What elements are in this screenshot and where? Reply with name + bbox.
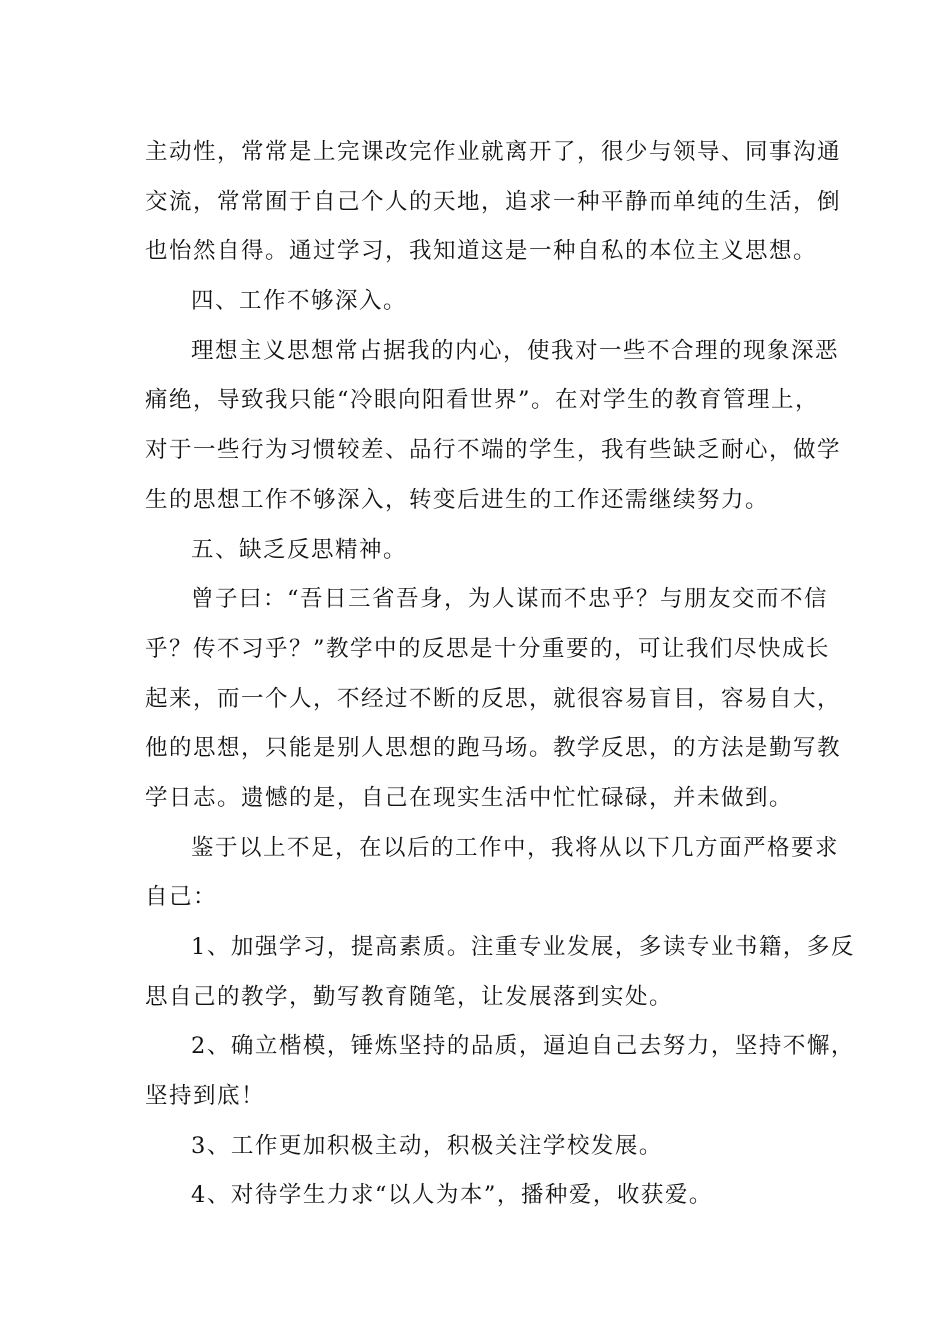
text-line: 坚持到底！ [145, 1083, 266, 1110]
text-line: 对于一些行为习惯较差、品行不端的学生，我有些缺乏耐心，做学 [145, 437, 842, 464]
text-line: 曾子曰：“吾日三省吾身，为人谋而不忠乎？与朋友交而不信 [191, 586, 829, 613]
text-line: 4、对待学生力求“以人为本”，播种爱，收获爱。 [191, 1182, 713, 1209]
text-line: 也怡然自得。通过学习，我知道这是一种自私的本位主义思想。 [145, 238, 818, 265]
text-line: 五、缺乏反思精神。 [191, 536, 408, 563]
text-line: 交流，常常囿于自己个人的天地，追求一种平静而单纯的生活，倒 [145, 188, 842, 215]
text-line: 主动性，常常是上完课改完作业就离开了，很少与领导、同事沟通 [145, 139, 842, 165]
text-line: 1、加强学习，提高素质。注重专业发展，多读专业书籍，多反 [191, 934, 855, 960]
text-line: 痛绝，导致我只能“冷眼向阳看世界”。在对学生的教育管理上， [145, 387, 820, 414]
text-line: 他的思想，只能是别人思想的跑马场。教学反思，的方法是勤写教 [145, 735, 842, 762]
text-line: 理想主义思想常占据我的内心，使我对一些不合理的现象深恶 [191, 337, 840, 364]
text-line: 3、工作更加积极主动，积极关注学校发展。 [191, 1132, 663, 1159]
text-line: 乎？传不习乎？”教学中的反思是十分重要的，可让我们尽快成长 [145, 635, 831, 662]
text-line: 四、工作不够深入。 [191, 288, 408, 315]
text-line: 鉴于以上不足，在以后的工作中，我将从以下几方面严格要求 [191, 834, 840, 861]
text-line: 学日志。遗憾的是，自己在现实生活中忙忙碌碌，并未做到。 [145, 784, 794, 811]
text-line: 2、确立楷模，锤炼坚持的品质，逼迫自己去努力，坚持不懈， [191, 1033, 855, 1060]
text-line: 生的思想工作不够深入，转变后进生的工作还需继续努力。 [145, 486, 770, 513]
text-line: 起来，而一个人，不经过不断的反思，就很容易盲目，容易自大， [145, 685, 842, 712]
document-body [145, 128, 855, 1221]
text-line: 思自己的教学，勤写教育随笔，让发展落到实处。 [145, 983, 674, 1010]
text-line: 自己： [145, 884, 218, 911]
